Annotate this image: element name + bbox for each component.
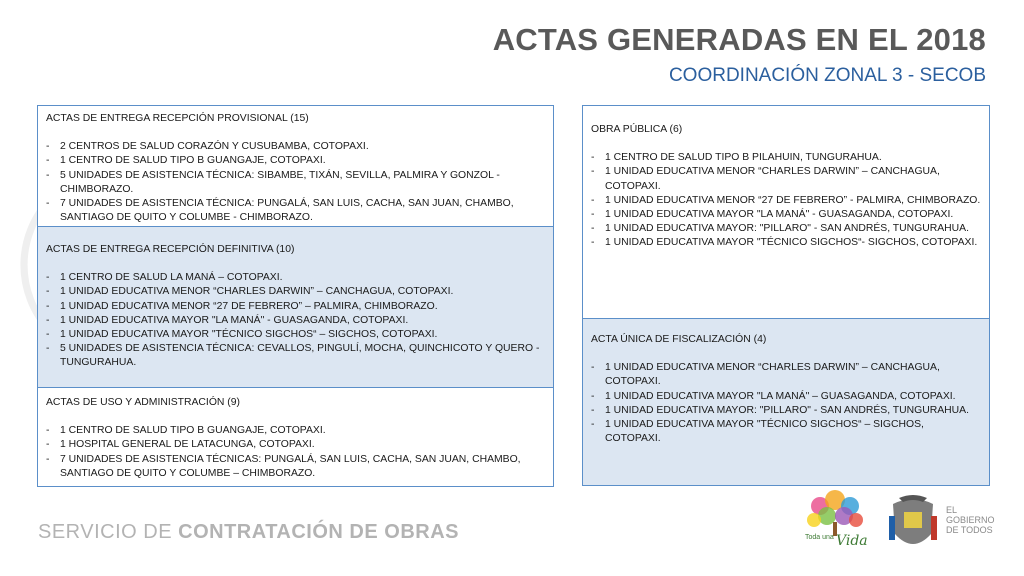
list-item: - 7 UNIDADES DE ASISTENCIA TÉCNICAS: PUNGALÁ, SAN LUIS, CACHA, SAN JUAN, CHAMBO, SANTIAGO DE QUITO Y COLUMBE – CHIMBORAZO. bbox=[46, 453, 545, 481]
list-item: - 1 CENTRO DE SALUD TIPO B GUANGAJE, COTOPAXI. bbox=[46, 154, 545, 168]
footer-brand bbox=[38, 521, 459, 544]
gob-line-1: EL bbox=[946, 505, 958, 515]
footer-brand-bold: CONTRATACIÓN DE OBRAS bbox=[178, 521, 459, 543]
box-obra-publica bbox=[582, 105, 990, 319]
list-item: - 1 HOSPITAL GENERAL DE LATACUNGA, COTOPAXI. bbox=[46, 438, 545, 452]
heading-obra-publica: OBRA PÚBLICA (6) bbox=[591, 124, 683, 135]
list-item: - 1 CENTRO DE SALUD LA MANÁ – COTOPAXI. bbox=[46, 271, 545, 285]
list-item: - 1 UNIDAD EDUCATIVA MAYOR: "PILLARO" - SAN ANDRÉS, TUNGURAHUA. bbox=[591, 404, 981, 418]
heading-provisional: ACTAS DE ENTREGA RECEPCIÓN PROVISIONAL (15) bbox=[46, 113, 309, 124]
heading-uso: ACTAS DE USO Y ADMINISTRACIÓN (9) bbox=[46, 397, 240, 408]
heading-definitiva: ACTAS DE ENTREGA RECEPCIÓN DEFINITIVA (10) bbox=[46, 244, 295, 255]
list-item: - 2 CENTROS DE SALUD CORAZÓN Y CUSUBAMBA, COTOPAXI. bbox=[46, 140, 545, 154]
box-uso bbox=[37, 387, 554, 487]
list-item: - 1 UNIDAD EDUCATIVA MAYOR "TÉCNICO SIGCHOS“- SIGCHOS, COTOPAXI. bbox=[591, 236, 981, 250]
list-item: - 1 UNIDAD EDUCATIVA MAYOR "LA MANÁ" - GUASAGANDA, COTOPAXI. bbox=[46, 314, 545, 328]
footer-brand-light: SERVICIO DE bbox=[38, 521, 179, 543]
logo-vida-text: Vida bbox=[836, 533, 868, 549]
list-uso bbox=[46, 424, 545, 481]
list-item: - 1 CENTRO DE SALUD TIPO B GUANGAJE, COTOPAXI. bbox=[46, 424, 545, 438]
list-definitiva bbox=[46, 271, 545, 370]
list-obra-publica bbox=[591, 151, 981, 250]
list-item: - 1 UNIDAD EDUCATIVA MENOR “CHARLES DARWIN” – CANCHAGUA, COTOPAXI. bbox=[46, 285, 545, 299]
list-item: - 1 UNIDAD EDUCATIVA MAYOR "TÉCNICO SIGCHOS“ – SIGCHOS, COTOPAXI. bbox=[46, 328, 545, 342]
list-provisional bbox=[46, 140, 545, 225]
box-provisional bbox=[37, 105, 554, 227]
heading-fiscalizacion: ACTA ÚNICA DE FISCALIZACIÓN (4) bbox=[591, 334, 767, 345]
list-item: - 1 UNIDAD EDUCATIVA MAYOR "TÉCNICO SIGCHOS“ – SIGCHOS, COTOPAXI. bbox=[591, 418, 981, 446]
page-subtitle: COORDINACIÓN ZONAL 3 - SECOB bbox=[668, 65, 986, 86]
list-item: - 5 UNIDADES DE ASISTENCIA TÉCNICA: SIBAMBE, TIXÁN, SEVILLA, PALMIRA Y GONZOL - CHIMBORAZO. bbox=[46, 169, 545, 197]
box-fiscalizacion bbox=[582, 318, 990, 486]
list-item: - 7 UNIDADES DE ASISTENCIA TÉCNICA: PUNGALÁ, SAN LUIS, CACHA, SAN JUAN, CHAMBO, SANTIAGO DE QUITO Y COLUMBE - CHIMBORAZO. bbox=[46, 197, 545, 225]
gobierno-logo-text bbox=[946, 505, 1006, 535]
list-item: - 5 UNIDADES DE ASISTENCIA TÉCNICA: CEVALLOS, PINGULÍ, MOCHA, QUINCHICOTO Y QUERO - TUNGURAHUA. bbox=[46, 342, 545, 370]
list-item: - 1 UNIDAD EDUCATIVA MAYOR "LA MANÁ" – GUASAGANDA, COTOPAXI. bbox=[591, 390, 981, 404]
list-item: - 1 UNIDAD EDUCATIVA MAYOR: "PILLARO" - SAN ANDRÉS, TUNGURAHUA. bbox=[591, 222, 981, 236]
list-fiscalizacion bbox=[591, 361, 981, 446]
list-item: - 1 UNIDAD EDUCATIVA MENOR “CHARLES DARWIN” – CANCHAGUA, COTOPAXI. bbox=[591, 361, 981, 389]
list-item: - 1 UNIDAD EDUCATIVA MENOR “CHARLES DARWIN” – CANCHAGUA, COTOPAXI. bbox=[591, 165, 981, 193]
list-item: - 1 CENTRO DE SALUD TIPO B PILAHUIN, TUNGURAHUA. bbox=[591, 151, 981, 165]
logo-toda-text: Toda una bbox=[805, 534, 834, 541]
list-item: - 1 UNIDAD EDUCATIVA MAYOR "LA MANÁ" - GUASAGANDA, COTOPAXI. bbox=[591, 208, 981, 222]
gob-line-3: DE TODOS bbox=[946, 525, 993, 535]
coat-of-arms-icon bbox=[885, 494, 941, 558]
box-definitiva bbox=[37, 226, 554, 388]
list-item: - 1 UNIDAD EDUCATIVA MENOR “27 DE FEBRERO” – PALMIRA, CHIMBORAZO. bbox=[46, 300, 545, 314]
gob-line-2: GOBIERNO bbox=[946, 515, 995, 525]
page-title: ACTAS GENERADAS EN EL 2018 bbox=[492, 22, 986, 57]
list-item: - 1 UNIDAD EDUCATIVA MENOR “27 DE FEBRERO” - PALMIRA, CHIMBORAZO. bbox=[591, 194, 981, 208]
